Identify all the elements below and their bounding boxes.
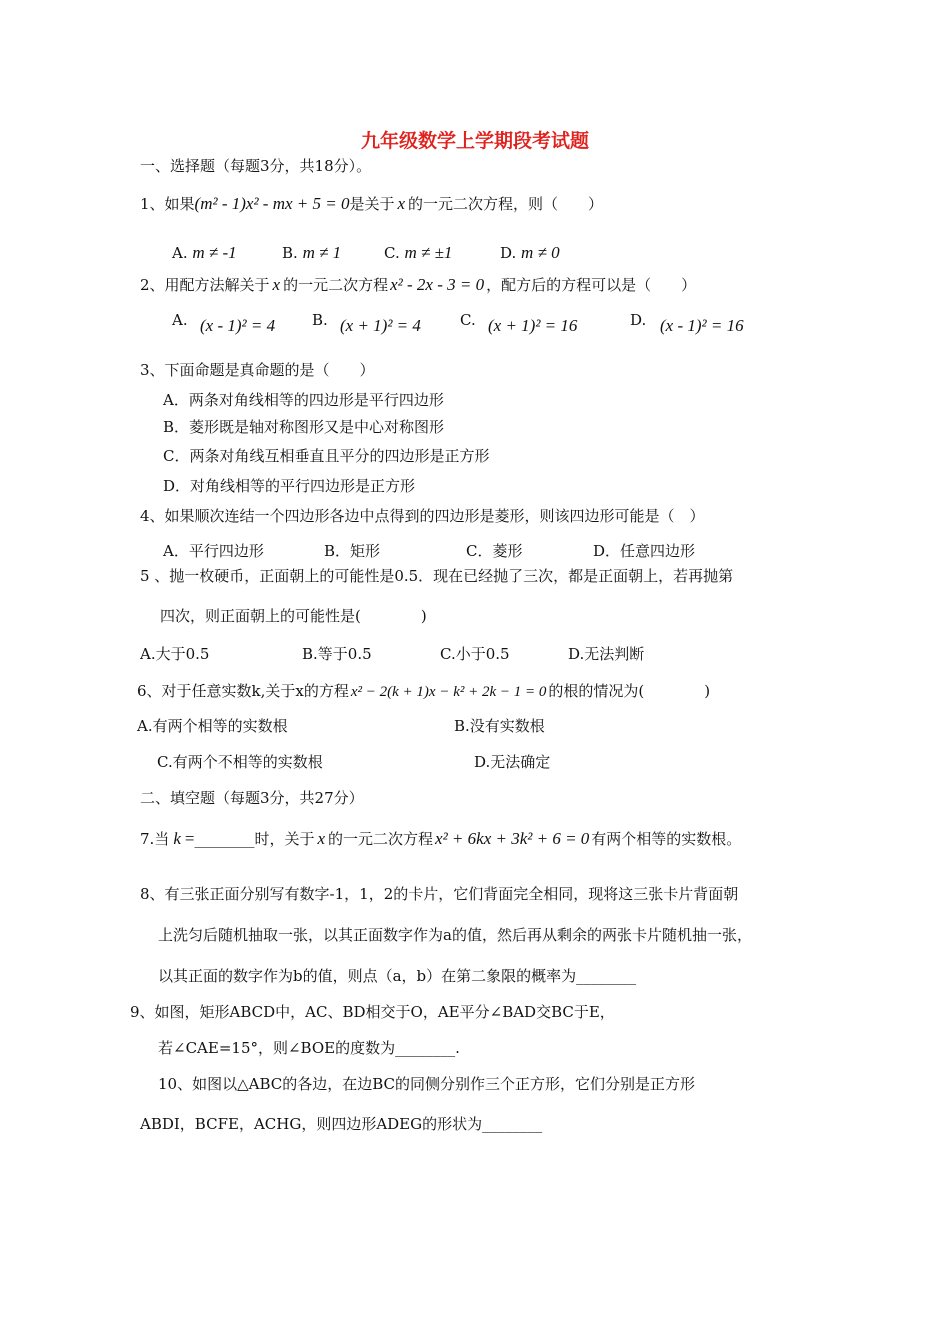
option-label: A. (172, 244, 188, 262)
option-value: m ≠ ±1 (404, 243, 453, 262)
q1-prefix: 1、如果 (140, 195, 195, 213)
q7-variable-x: x (317, 829, 326, 848)
q2-option-b-label: B. (312, 311, 328, 329)
question-5-line-2: 四次，则正面朝上的可能性是( ) (160, 607, 427, 625)
q6-prefix: 6、对于任意实数k,关于x的方程 (137, 682, 349, 700)
q7-suffix: 有两个相等的实数根。 (591, 830, 742, 848)
q3-option-a: A．两条对角线相等的四边形是平行四边形 (163, 391, 444, 409)
question-10-line-1: 10、如图以△ABC的各边，在边BC的同侧分别作三个正方形，它们分别是正方形 (158, 1075, 696, 1093)
q1-option-b (282, 243, 341, 263)
question-7-stem (140, 829, 741, 849)
question-8-line-1: 8、有三张正面分别写有数字-1，1，2的卡片，它们背面完全相同，现将这三张卡片背面朝 (140, 885, 739, 903)
question-10-line-2: ABDI，BCFE，ACHG，则四边形ADEG的形状为________ (140, 1115, 543, 1133)
option-label: B. (282, 244, 298, 262)
q4-option-c: C．菱形 (466, 542, 523, 560)
question-5-line-1: 5 、抛一枚硬币，正面朝上的可能性是0.5．现在已经抛了三次，都是正面朝上，若再抛第 (140, 567, 734, 585)
q6-option-d: D.无法确定 (474, 753, 551, 771)
q1-mid: 是关于 (349, 195, 395, 213)
q6-equation: x² − 2(k + 1)x − k² + 2k − 1 = 0 (350, 684, 547, 700)
q1-variable: x (397, 194, 406, 213)
q1-option-c (384, 243, 452, 263)
section-1-heading: 一、选择题（每题3分，共18分）。 (140, 157, 372, 175)
q1-suffix: 的一元二次方程，则（ ） (408, 195, 604, 213)
q7-mid: 时，关于 (254, 830, 315, 848)
q2-option-c-label: C. (460, 311, 476, 329)
section-2-heading: 二、填空题（每题3分，共27分） (140, 789, 364, 807)
q2-prefix: 2、用配方法解关于 (140, 276, 270, 294)
q1-option-d (500, 243, 560, 263)
q2-option-a-label: A. (172, 311, 188, 329)
q3-option-d: D．对角线相等的平行四边形是正方形 (163, 477, 416, 495)
q6-option-b: B.没有实数根 (454, 717, 545, 735)
question-8-line-2: 上洗匀后随机抽取一张，以其正面数字作为a的值，然后再从剩余的两张卡片随机抽一张， (158, 926, 752, 944)
question-6-stem (137, 681, 710, 702)
q7-mid-2: 的一元二次方程 (328, 830, 434, 848)
q3-option-c: C．两条对角线互相垂直且平分的四边形是正方形 (163, 447, 490, 465)
q2-equation: x² - 2x - 3 = 0 (390, 275, 485, 294)
q7-prefix: 7.当 (140, 830, 170, 848)
question-4-stem: 4、如果顺次连结一个四边形各边中点得到的四边形是菱形，则该四边形可能是（ ） (140, 507, 705, 525)
q7-answer-blank[interactable]: ________ (194, 830, 255, 848)
q5-option-a: A.大于0.5 (140, 645, 210, 663)
q7-equals: = (184, 829, 195, 848)
q2-suffix: ，配方后的方程可以是（ ） (486, 276, 697, 294)
q7-variable-k: k (173, 829, 181, 848)
question-9-line-1: 9、如图，矩形ABCD中，AC、BD相交于O，AE平分∠BAD交BC于E， (130, 1003, 615, 1021)
question-8-line-3: 以其正面的数字作为b的值，则点（a，b）在第二象限的概率为________ (158, 967, 637, 985)
q4-option-d: D．任意四边形 (593, 542, 696, 560)
q6-suffix: 的根的情况为( ) (548, 682, 711, 700)
q2-option-d-label: D. (630, 311, 647, 329)
q6-option-a: A.有两个相等的实数根 (137, 717, 288, 735)
q1-equation: (m² - 1)x² - mx + 5 = 0 (194, 194, 350, 213)
q5-option-c: C.小于0.5 (440, 645, 510, 663)
q4-option-a: A．平行四边形 (163, 542, 264, 560)
q7-equation: x² + 6kx + 3k² + 6 = 0 (435, 829, 590, 848)
q2-option-c-value: (x + 1)² = 16 (488, 316, 578, 335)
q2-option-b-value: (x + 1)² = 4 (340, 316, 421, 335)
question-3-stem: 3、下面命题是真命题的是（ ） (140, 361, 375, 379)
q6-option-c: C.有两个不相等的实数根 (157, 753, 323, 771)
q4-option-b: B．矩形 (324, 542, 381, 560)
question-9-line-2: 若∠CAE=15°，则∠BOE的度数为________. (158, 1039, 460, 1057)
option-label: D. (500, 244, 517, 262)
question-1-stem (140, 194, 603, 214)
q2-mid: 的一元二次方程 (283, 276, 389, 294)
q2-option-a-value: (x - 1)² = 4 (200, 316, 276, 335)
question-2-stem (140, 275, 696, 295)
q2-variable: x (272, 275, 281, 294)
q2-option-d-value: (x - 1)² = 16 (660, 316, 744, 335)
option-value: m ≠ 1 (302, 243, 342, 262)
q3-option-b: B．菱形既是轴对称图形又是中心对称图形 (163, 418, 445, 436)
q5-option-d: D.无法判断 (568, 645, 645, 663)
q5-option-b: B.等于0.5 (302, 645, 372, 663)
option-label: C. (384, 244, 400, 262)
option-value: m ≠ -1 (192, 243, 237, 262)
option-value: m ≠ 0 (521, 243, 560, 262)
q1-option-a (172, 243, 237, 263)
page-title: 九年级数学上学期段考试题 (360, 130, 589, 152)
